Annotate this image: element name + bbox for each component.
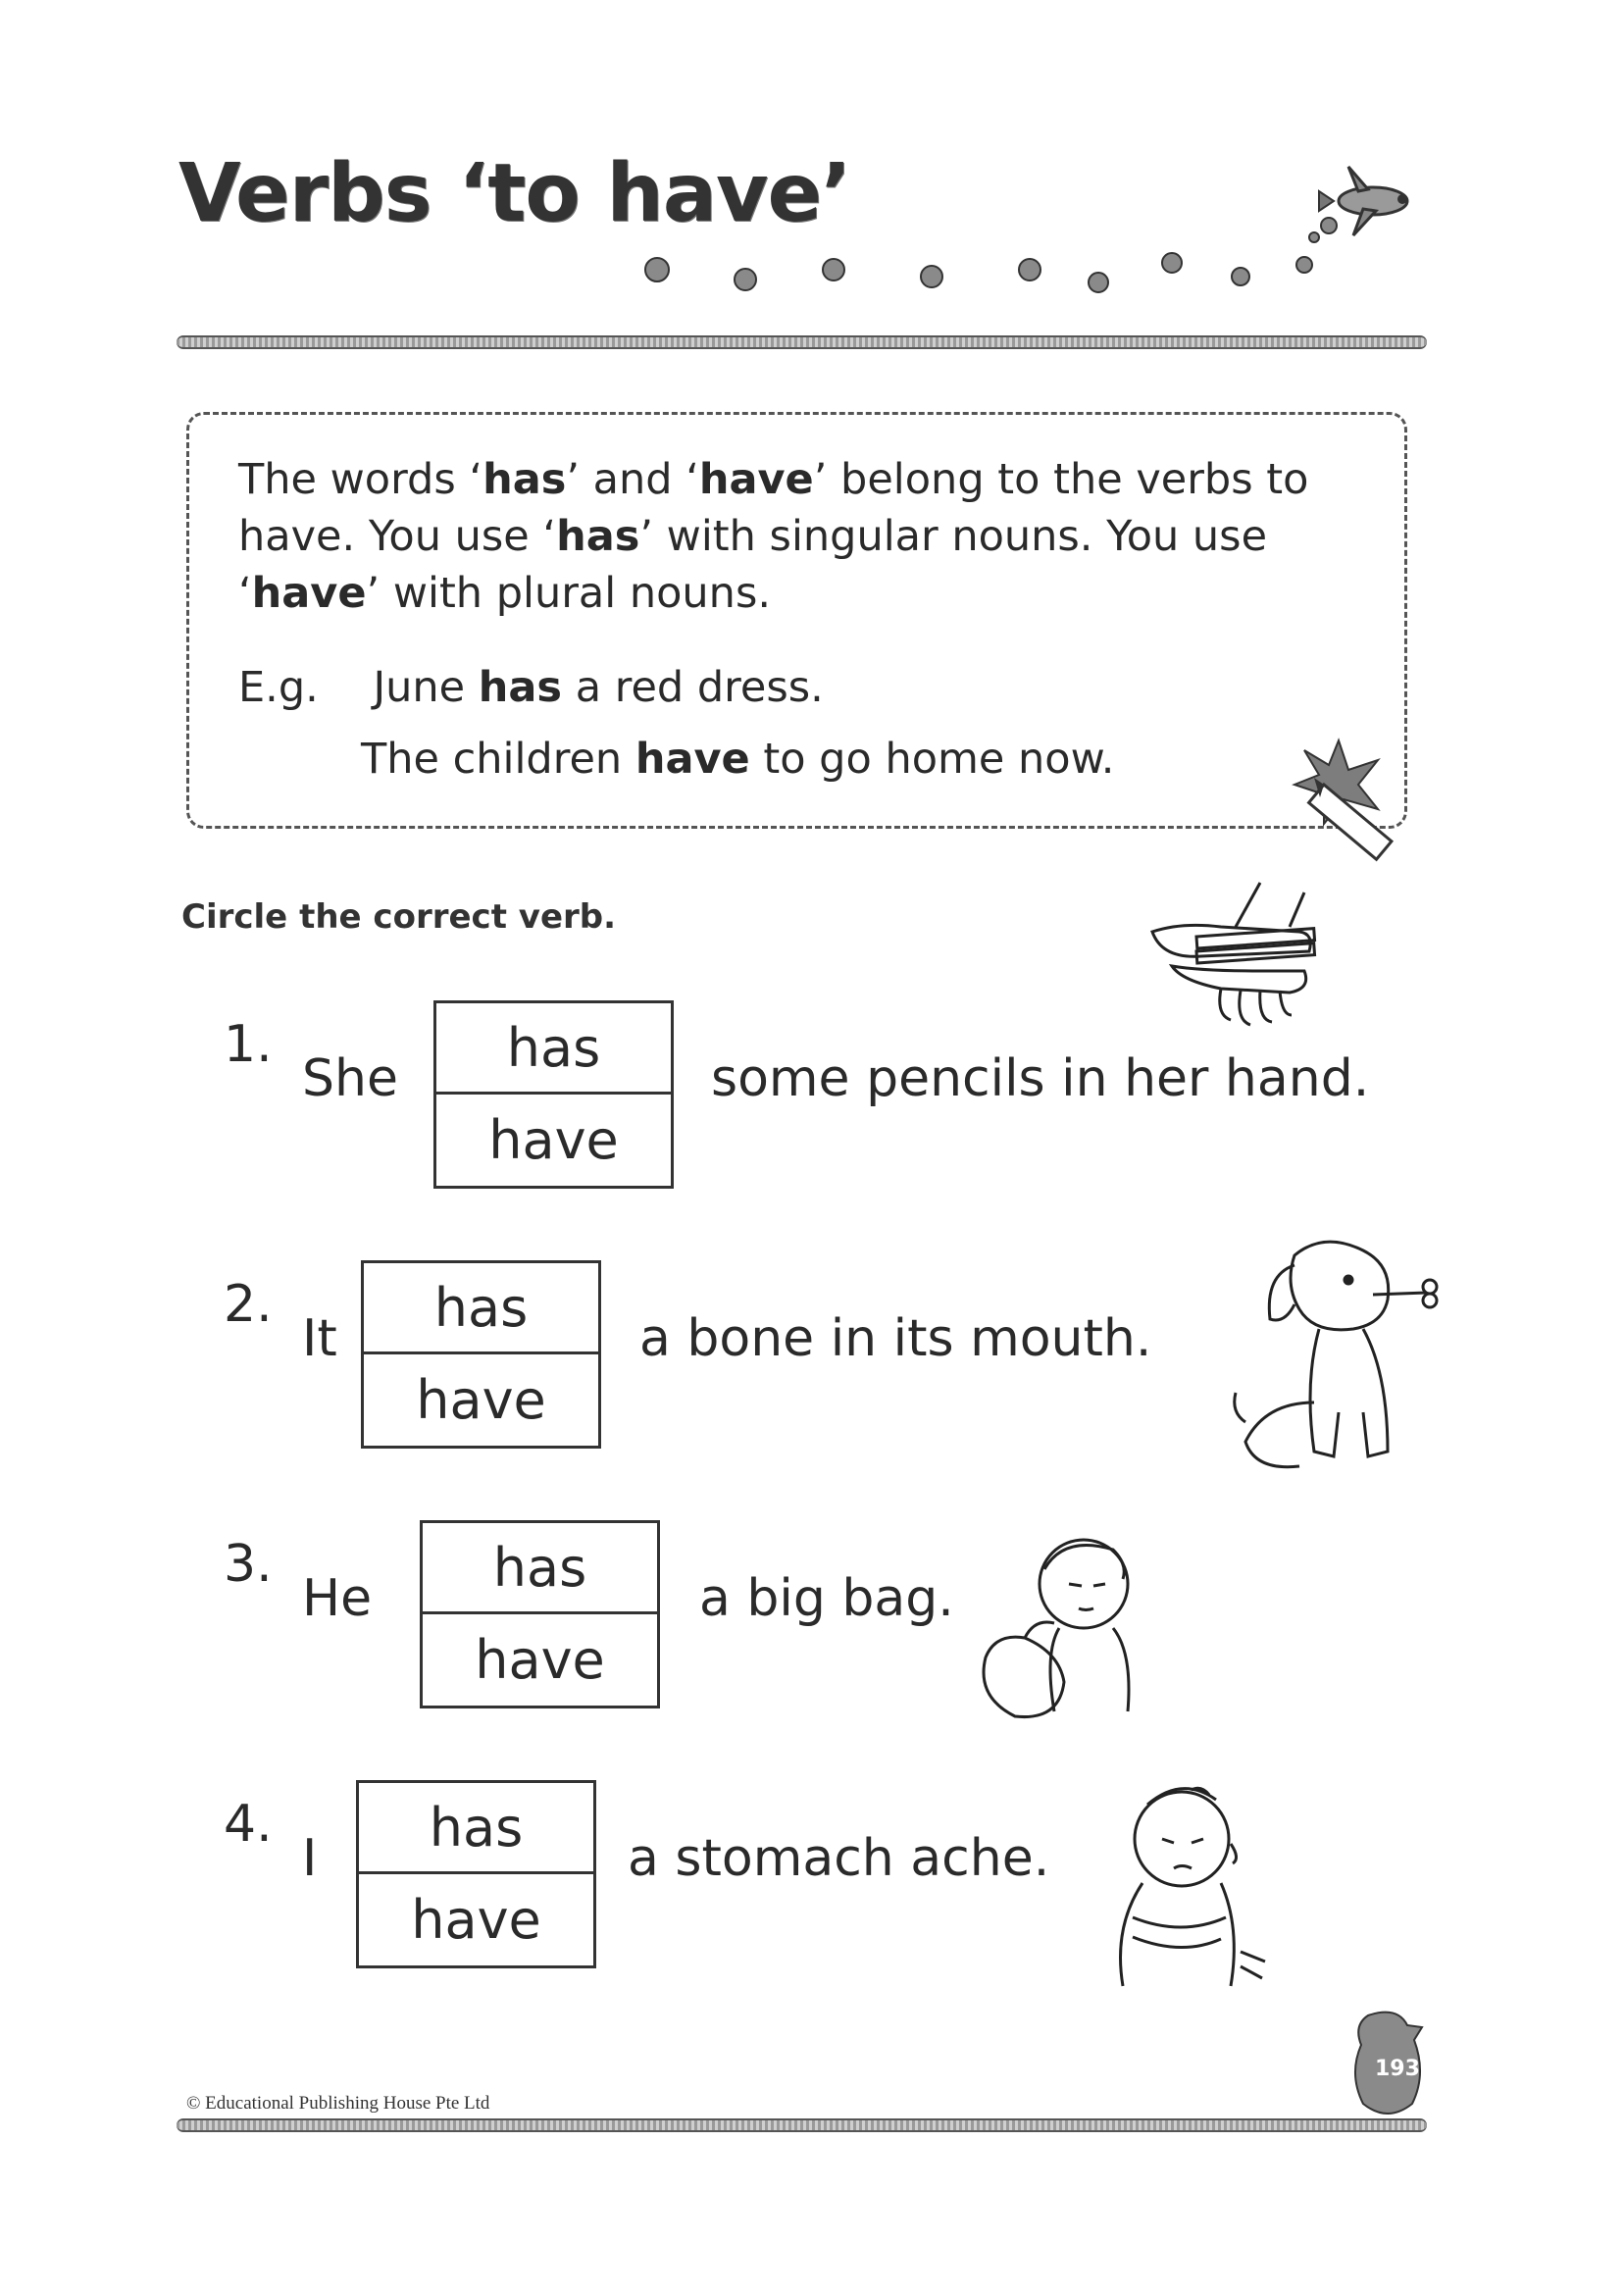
question-subject: He (302, 1569, 373, 1628)
example-verb: has (478, 663, 563, 712)
example-2: The children have to go home now. (361, 735, 1115, 784)
choice-box-4 (356, 1780, 596, 1968)
explanation-paragraph (238, 455, 1308, 618)
question-subject: She (302, 1049, 398, 1108)
option-has-4[interactable]: has (359, 1783, 593, 1874)
highlighted-verb: has (482, 455, 567, 504)
copyright-text: © Educational Publishing House Pte Ltd (186, 2093, 490, 2114)
instruction-text: Circle the correct verb. (181, 897, 617, 937)
question-number: 2. (224, 1275, 273, 1334)
explanation-segment: ’ and ‘ (566, 455, 699, 504)
page-number: 193 (1375, 2057, 1420, 2081)
top-divider (177, 335, 1427, 349)
highlighted-verb: has (556, 512, 640, 561)
hand-with-pencils-icon (1142, 873, 1339, 1049)
choice-box-1 (433, 1000, 674, 1189)
explanation-segment: ’ with singular nouns. You use ‘ (238, 512, 1268, 618)
page-title: Verbs ‘to have’ (178, 147, 851, 240)
question-rest: a bone in its mouth. (639, 1309, 1152, 1368)
explanation-text (238, 451, 1366, 622)
explanation-segment: ’ belong to the verbs to have. You use ‘ (238, 455, 1309, 561)
option-have-2[interactable]: have (416, 1369, 546, 1431)
option-has-1[interactable]: has (436, 1003, 671, 1095)
highlighted-verb: have (251, 569, 367, 618)
child-stomach-ache-icon (1093, 1770, 1280, 1991)
question-number: 1. (224, 1015, 273, 1074)
question-subject: I (302, 1829, 318, 1888)
question-number: 4. (224, 1795, 273, 1854)
pencil-icon (1285, 731, 1412, 863)
explanation-segment: The words ‘ (238, 455, 483, 504)
choice-box-2 (361, 1260, 601, 1449)
option-has-3[interactable]: has (423, 1523, 657, 1614)
eg-label: E.g. (238, 663, 319, 712)
page-number-badge (1344, 2006, 1432, 2123)
option-have-1[interactable]: have (488, 1109, 619, 1171)
example-1: E.g. June has a red dress. (238, 663, 824, 712)
question-rest: a stomach ache. (628, 1829, 1050, 1888)
explanation-segment: ’ with plural nouns. (366, 569, 772, 618)
question-rest: some pencils in her hand. (711, 1049, 1370, 1108)
option-have-4[interactable]: have (411, 1889, 541, 1951)
option-have-3[interactable]: have (475, 1629, 605, 1691)
option-has-2[interactable]: has (364, 1263, 598, 1354)
boy-with-bag-icon (966, 1525, 1177, 1731)
choice-box-3 (420, 1520, 660, 1708)
dog-with-bone-icon (1226, 1226, 1442, 1481)
bottom-divider (177, 2118, 1427, 2132)
question-rest: a big bag. (699, 1569, 954, 1628)
question-number: 3. (224, 1535, 273, 1594)
question-subject: It (302, 1309, 337, 1368)
example-verb: have (634, 735, 750, 784)
flower-trail-icon (637, 216, 1344, 304)
highlighted-verb: have (698, 455, 814, 504)
